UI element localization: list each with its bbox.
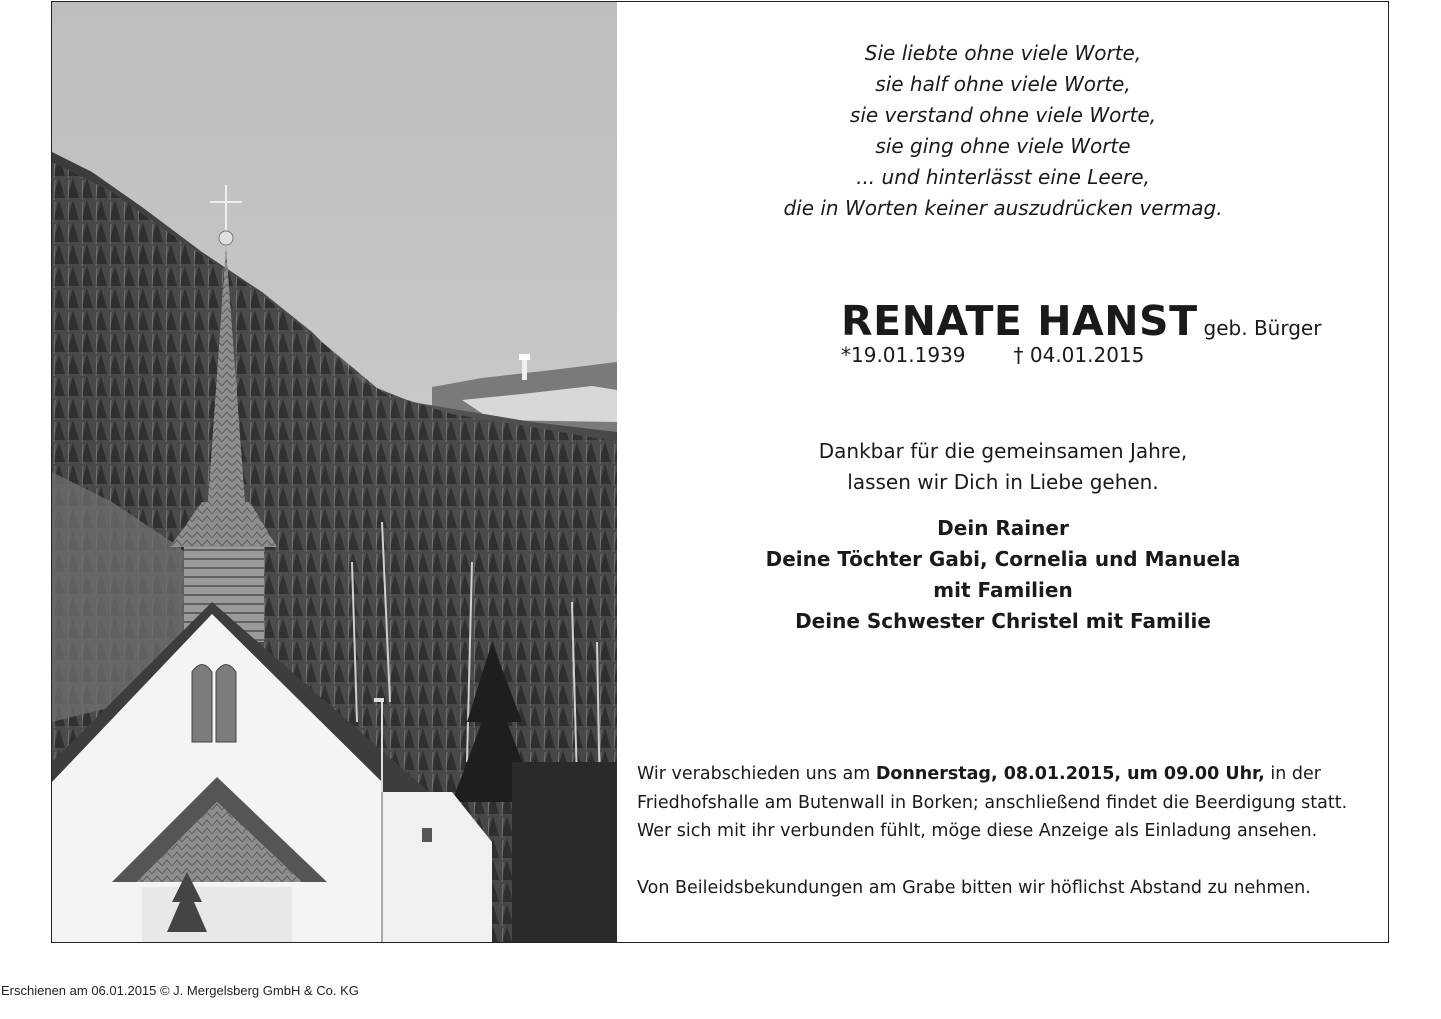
mourners-list [617,513,1389,637]
text-column [617,2,1389,942]
publication-footer: Erschienen am 06.01.2015 © J. Mergelsberg GmbH & Co. KG [1,983,359,998]
funeral-details: in der Friedhofshalle am Butenwall in Borken; anschließend findet die Beerdigung statt. Wer sich mit ihr verbunden fühlt, möge diese Anzeige als Einladung ansehen. [637,764,1348,841]
church-photo [52,2,617,942]
poem-line: die in Worten keiner auszudrücken vermag. [783,196,1223,220]
death-date: † 04.01.2015 [1013,343,1145,367]
life-dates [841,343,1321,367]
poem-line: sie half ohne viele Worte, [875,72,1131,96]
birth-date: *19.01.1939 [841,343,966,367]
funeral-info [637,760,1377,902]
funeral-intro: Wir verabschieden uns am [637,764,876,784]
thanks-text [617,436,1389,498]
deceased-name: RENATE HANST [841,297,1198,345]
maiden-name: geb. Bürger [1203,316,1322,340]
poem-line: sie ging ohne viele Worte [875,134,1131,158]
deceased-block [841,297,1321,367]
mourner-line: mit Familien [933,578,1073,602]
mourner-line: Deine Töchter Gabi, Cornelia und Manuela [765,547,1241,571]
thanks-line: lassen wir Dich in Liebe gehen. [847,470,1159,494]
mourner-line: Deine Schwester Christel mit Familie [795,609,1211,633]
poem-line: sie verstand ohne viele Worte, [849,103,1157,127]
thanks-line: Dankbar für die gemeinsamen Jahre, [818,439,1188,463]
funeral-date-time: Donnerstag, 08.01.2015, um 09.00 Uhr, [875,764,1265,784]
poem-line: ... und hinterlässt eine Leere, [856,165,1150,189]
poem [617,38,1389,224]
condolence-note: Von Beileidsbekundungen am Grabe bitten wir höflichst Abstand zu nehmen. [637,877,1311,898]
mourner-line: Dein Rainer [937,516,1069,540]
obituary-notice [51,1,1389,943]
name-line [841,297,1321,345]
funeral-paragraph [637,760,1377,846]
poem-line: Sie liebte ohne viele Worte, [864,41,1142,65]
